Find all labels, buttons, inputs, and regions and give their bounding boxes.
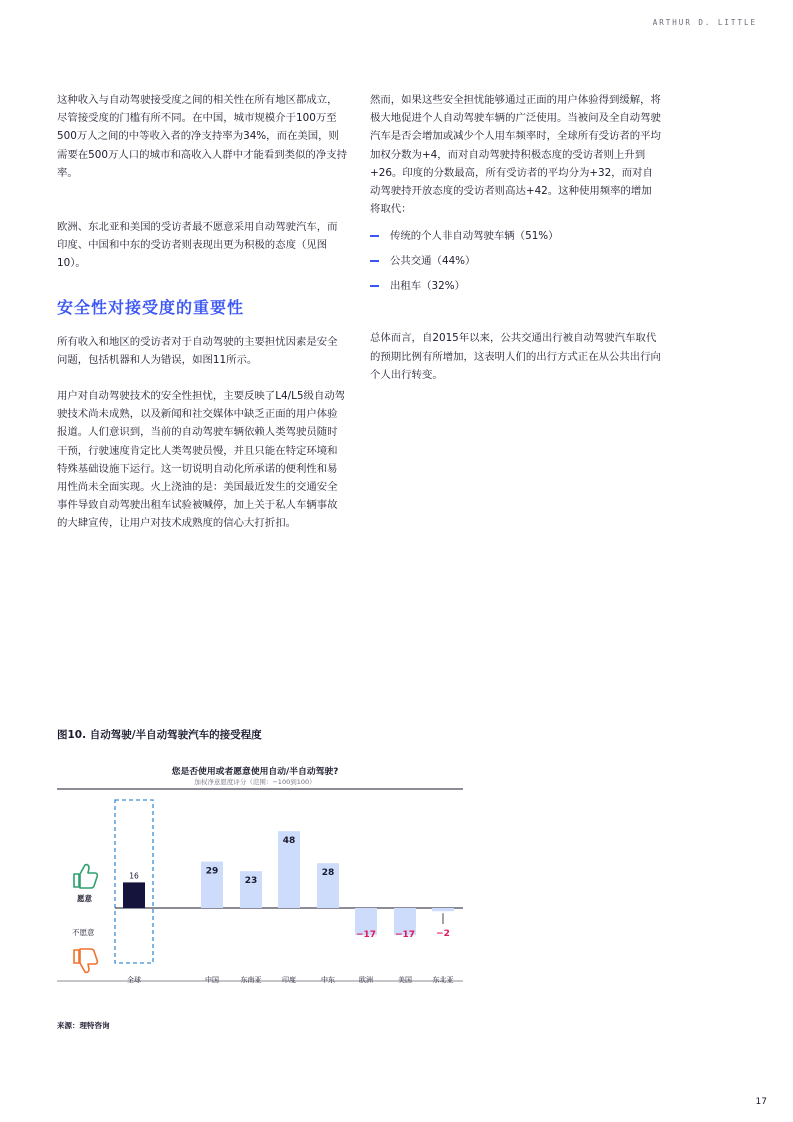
data-label-2: 23 <box>244 876 258 887</box>
right-column <box>370 91 662 384</box>
thumbs-up-icon <box>74 865 97 888</box>
paragraph-usage-frequency: 然而，如果这些安全担忧能够通过正面的用户体验得到缓解，将极大地促进个人自动驾驶车辆的广泛使用。当被问及全自动驾驶汽车是否会增加或减少个人用车频率时，全球所有受访者的平均加权分数为+4，而对自动驾驶持积极态度的受访者则上升到+26。印度的分数最高，所有受访者的平均分为+32，而对自动驾驶持开放态度的受访者则高达+42。这种使用频率的增加将取代： <box>370 94 661 216</box>
list-item: 传统的个人非自动驾驶车辆（51%） <box>370 224 662 249</box>
data-label-3: 48 <box>282 836 296 847</box>
negative-label: 不愿意 <box>72 928 95 937</box>
data-label-7: −2 <box>436 929 450 939</box>
paragraph-shift-to-private: 总体而言，自2015年以来，公共交通出行被自动驾驶汽车取代的预期比例有所增加，这表明人们的出行方式正在从公共出行向个人出行转变。 <box>370 332 661 381</box>
paragraph-technology-maturity: 用户对自动驾驶技术的安全性担忧，主要反映了L4/L5级自动驾驶技术尚未成熟，以及新闻和社交媒体中缺乏正面的用户体验报道。人们意识到，当前的自动驾驶车辆依赖人类驾驶员随时干预，行驶速度肯定比人类驾驶员慢，并且只能在特定环境和特殊基础设施下运行。这一切说明自动化所承诺的便利性和易用性尚未全面实现。火上浇油的是：美国最近发生的交通安全事件导致自动驾驶出租车试验被喊停，加上关于私人车辆事故的大肆宣传，让用户对技术成熟度的信心大打折扣。 <box>57 390 346 530</box>
category-label-7: 东北亚 <box>432 976 454 984</box>
category-label-0: 全球 <box>127 976 141 984</box>
page-number: 17 <box>755 1097 767 1107</box>
chart-subtitle: 加权净意愿度评分（范围：−100到100） <box>194 778 316 786</box>
category-label-5: 欧洲 <box>359 976 373 984</box>
section-heading-safety: 安全性对接受度的重要性 <box>57 297 245 317</box>
chart-title: 您是否使用或者愿意使用自动/半自动驾驶? <box>171 767 339 777</box>
left-column <box>57 91 347 533</box>
data-label-0: 16 <box>129 871 139 881</box>
data-label-5: −17 <box>355 930 377 941</box>
list-item: 出租车（32%） <box>370 274 662 299</box>
replacement-list <box>370 224 662 299</box>
thumbs-down-icon <box>74 949 97 972</box>
category-label-1: 中国 <box>205 976 219 984</box>
paragraph-regional-attitudes: 欧洲、东北亚和美国的受访者最不愿意采用自动驾驶汽车，而印度、中国和中东的受访者则表现出更为积极的态度（见图10）。 <box>57 221 338 270</box>
category-label-2: 东南亚 <box>240 976 262 984</box>
brand-logo: ARTHUR D. LITTLE <box>652 18 757 27</box>
bar-7 <box>432 908 454 911</box>
bar-0 <box>123 882 145 908</box>
category-label-3: 印度 <box>282 976 296 984</box>
category-label-4: 中东 <box>321 976 335 984</box>
data-label-1: 29 <box>205 866 219 877</box>
data-label-4: 28 <box>321 868 335 879</box>
paragraph-income-correlation: 这种收入与自动驾驶接受度之间的相关性在所有地区都成立，尽管接受度的门槛有所不同。在中国，城市规模介于100万至500万人之间的中等收入者的净支持率为34%，而在美国，则需要在500万人口的城市和高收入人群中才能看到类似的净支持率。 <box>57 94 347 179</box>
category-label-6: 美国 <box>398 976 412 984</box>
data-label-6: −17 <box>394 930 416 941</box>
positive-label: 愿意 <box>77 894 92 903</box>
figure-source: 来源：理特咨询 <box>57 1021 110 1030</box>
figure-title: 图10. 自动驾驶/半自动驾驶汽车的接受程度 <box>57 729 262 741</box>
highlight-dashed-box <box>115 800 153 963</box>
paragraph-safety-concerns: 所有收入和地区的受访者对于自动驾驶的主要担忧因素是安全问题，包括机器和人为错误，如图11所示。 <box>57 335 338 366</box>
list-item: 公共交通（44%） <box>370 249 662 274</box>
acceptance-bar-chart <box>57 760 469 992</box>
